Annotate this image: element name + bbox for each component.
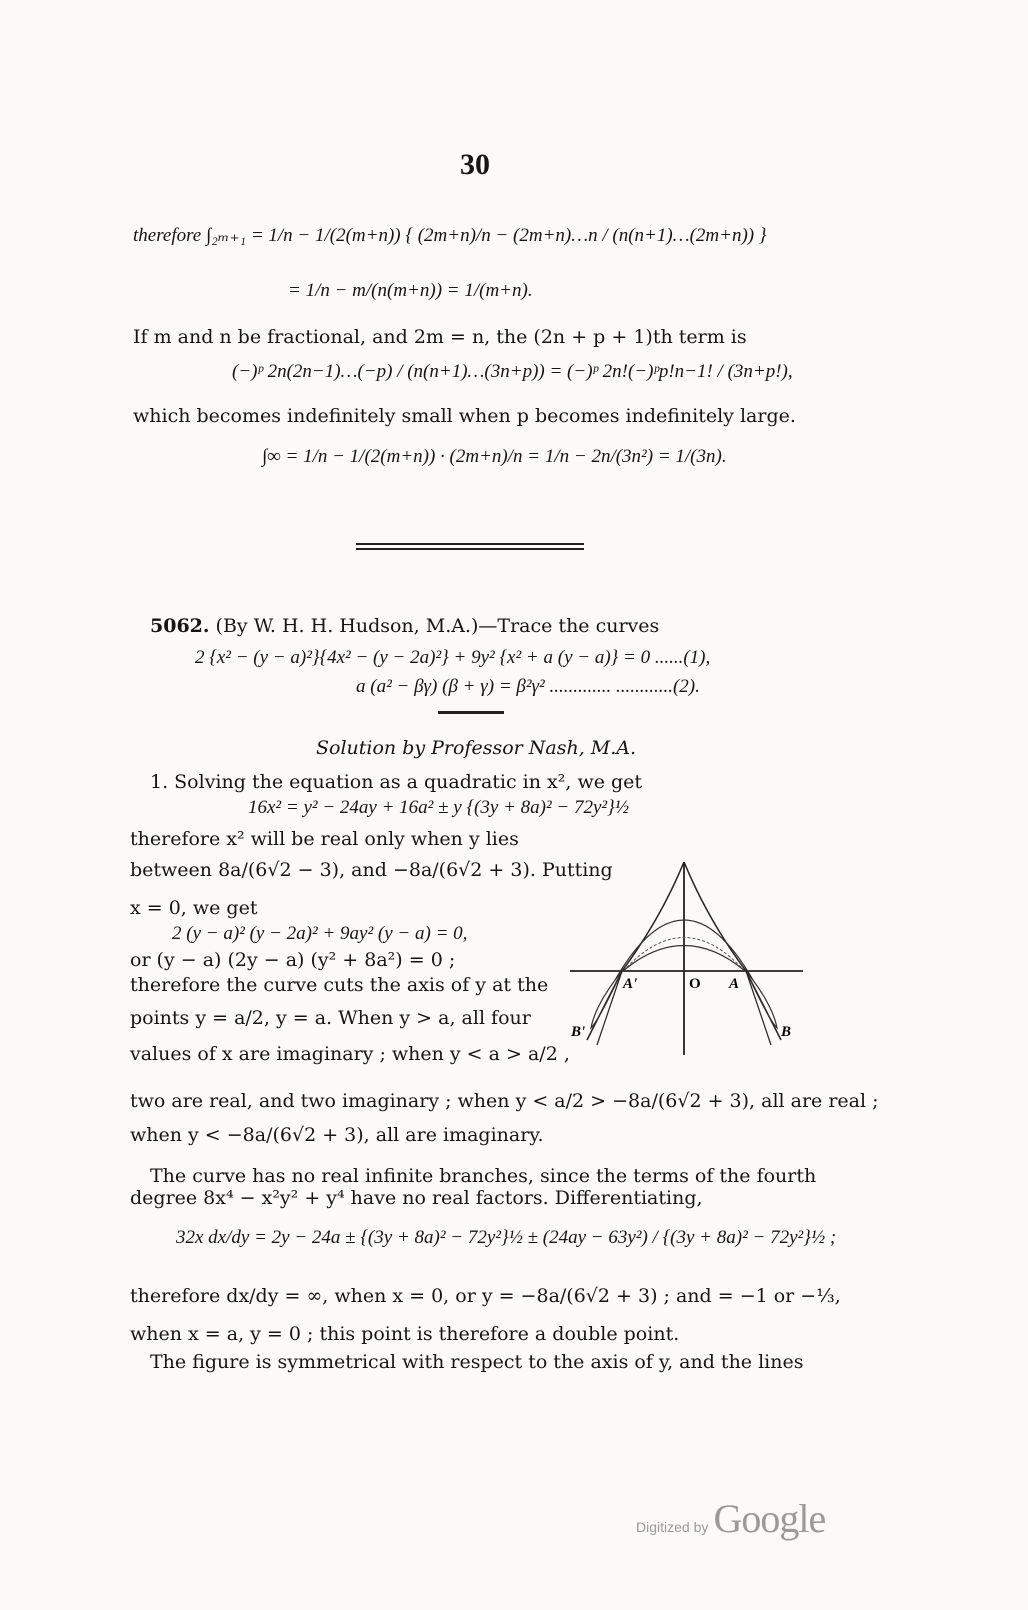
problem-header: [150, 614, 659, 638]
figure-label-b-left: B': [571, 1024, 586, 1040]
top-line-4: (−)ᵖ 2n(2n−1)…(−p) / (n(n+1)…(3n+p)) = (−)ᵖ 2n!(−)ᵖp!n−1! / (3n+p!),: [232, 361, 793, 382]
problem-author: (By W. H. H. Hudson, M.A.)—Trace the curves: [215, 615, 660, 637]
figure-label-b-right: B: [781, 1024, 792, 1040]
top-line-5: which becomes indefinitely small when p becomes indefinitely large.: [133, 405, 796, 427]
solution-line-7: or (y − a) (2y − a) (y² + 8a²) = 0 ;: [130, 949, 456, 971]
double-rule-bottom: [356, 548, 584, 550]
solution-line-12: when y < −8a/(6√2 + 3), all are imaginary.: [130, 1124, 544, 1146]
page-number: 30: [460, 148, 490, 181]
solution-line-1: 1. Solving the equation as a quadratic in x², we get: [150, 771, 643, 793]
solution-line-6: 2 (y − a)² (y − 2a)² + 9ay² (y − a) = 0,: [172, 923, 468, 944]
solution-line-17: when x = a, y = 0 ; this point is therefore a double point.: [130, 1323, 680, 1345]
solution-line-8: therefore the curve cuts the axis of y at the: [130, 974, 549, 996]
short-rule: [438, 711, 504, 714]
figure-right-tangent: [746, 971, 771, 1045]
solution-line-3: therefore x² will be real only when y lies: [130, 828, 519, 850]
solution-line-13: The curve has no real infinite branches, since the terms of the fourth: [150, 1165, 817, 1187]
solution-line-4: between 8a/(6√2 − 3), and −8a/(6√2 + 3). Putting: [130, 859, 613, 881]
digitized-watermark: [636, 1495, 825, 1542]
solution-line-10: values of x are imaginary ; when y < a > a/2 ,: [130, 1043, 570, 1065]
figure-label-a-right: A: [729, 976, 740, 992]
figure-label-a-left: A': [623, 976, 638, 992]
solution-line-5: x = 0, we get: [130, 897, 258, 919]
watermark-brand: Google: [713, 1496, 826, 1541]
top-line-3: If m and n be fractional, and 2m = n, the (2n + p + 1)th term is: [133, 326, 747, 348]
problem-equation-1: 2 {x² − (y − a)²}{4x² − (y − 2a)²} + 9y² {x² + a (y − a)} = 0 ......(1),: [195, 647, 711, 668]
top-line-1: therefore ∫₂ₘ₊₁ = 1/n − 1/(2(m+n)) { (2m+n)/n − (2m+n)…n / (n(n+1)…(2m+n)) }: [133, 225, 767, 246]
solution-heading: Solution by Professor Nash, M.A.: [316, 737, 637, 759]
solution-line-11: two are real, and two imaginary ; when y < a/2 > −8a/(6√2 + 3), all are real ;: [130, 1090, 879, 1112]
figure-label-o: O: [689, 976, 701, 992]
figure-left-tangent: [597, 971, 622, 1045]
figure-left-loop: [591, 971, 622, 1028]
solution-line-15: 32x dx/dy = 2y − 24a ± {(3y + 8a)² − 72y²}½ ± (24ay − 63y²) / {(3y + 8a)² − 72y²}½ ;: [176, 1227, 837, 1248]
solution-line-18: The figure is symmetrical with respect to the axis of y, and the lines: [150, 1351, 804, 1373]
solution-line-16: therefore dx/dy = ∞, when x = 0, or y = −8a/(6√2 + 3) ; and = −1 or −⅓,: [130, 1285, 841, 1307]
curve-figure: [565, 850, 805, 1060]
problem-equation-2: a (a² − βγ) (β + γ) = β²γ² ............. ............(2).: [356, 676, 700, 697]
watermark-prefix: Digitized by: [636, 1519, 709, 1535]
top-line-6: ∫∞ = 1/n − 1/(2(m+n)) · (2m+n)/n = 1/n − 2n/(3n²) = 1/(3n).: [262, 446, 727, 467]
solution-line-14: degree 8x⁴ − x²y² + y⁴ have no real factors. Differentiating,: [130, 1187, 703, 1209]
double-rule-top: [356, 543, 584, 545]
solution-line-2: 16x² = y² − 24ay + 16a² ± y {(3y + 8a)² − 72y²}½: [248, 797, 629, 818]
figure-right-loop: [746, 971, 777, 1028]
top-line-2: = 1/n − m/(n(m+n)) = 1/(m+n).: [288, 280, 533, 301]
problem-number: 5062.: [150, 615, 210, 637]
solution-line-9: points y = a/2, y = a. When y > a, all four: [130, 1007, 531, 1029]
